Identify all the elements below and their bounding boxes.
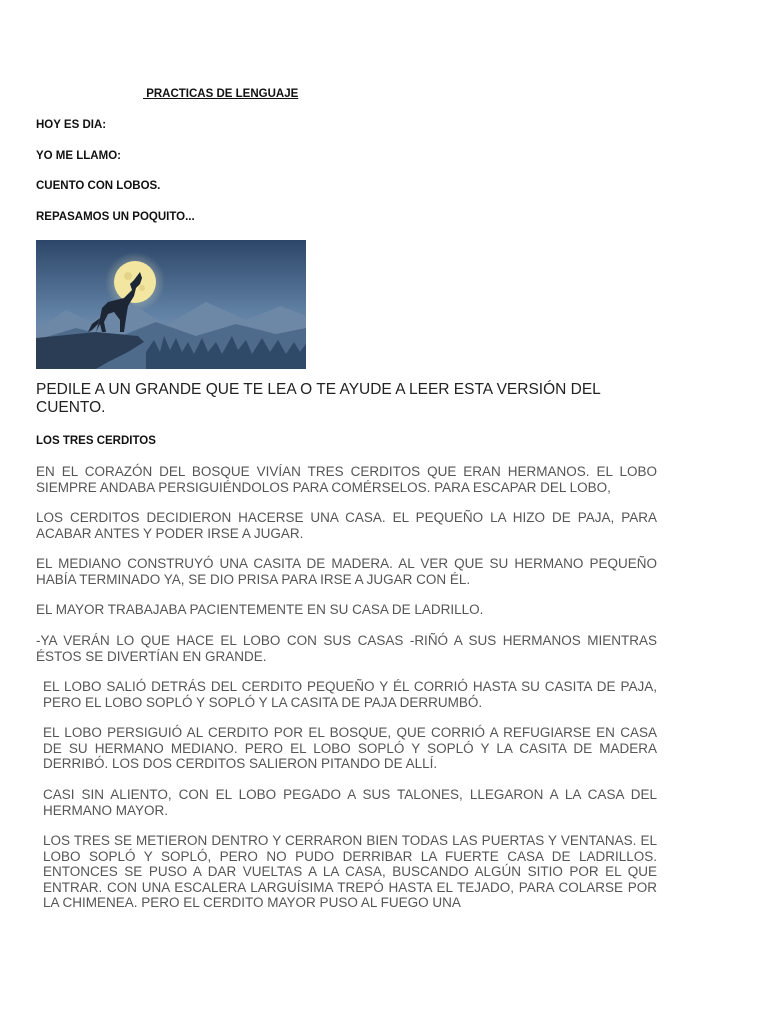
review-label: REPASAMOS UN POQUITO...	[36, 211, 195, 223]
story-paragraph: CASI SIN ALIENTO, CON EL LOBO PEGADO A SUS TALONES, LLEGARON A LA CASA DEL HERMANO MAYOR.	[43, 787, 657, 818]
story-paragraph: -YA VERÁN LO QUE HACE EL LOBO CON SUS CASAS -RIÑÓ A SUS HERMANOS MIENTRAS ÉSTOS SE DIVERTÍAN EN GRANDE.	[36, 633, 657, 664]
story-paragraph: EL LOBO SALIÓ DETRÁS DEL CERDITO PEQUEÑO Y ÉL CORRIÓ HASTA SU CASITA DE PAJA, PERO EL LOBO SOPLÓ Y SOPLÓ Y LA CASITA DE PAJA DERRUMBÓ.	[43, 679, 657, 710]
intro-instruction: PEDILE A UN GRANDE QUE TE LEA O TE AYUDE A LEER ESTA VERSIÓN DEL CUENTO.	[36, 381, 601, 416]
wolf-howling-moon-icon	[36, 240, 306, 369]
page-title: PRACTICAS DE LENGUAJE	[143, 88, 299, 100]
story-paragraph: EL LOBO PERSIGUIÓ AL CERDITO POR EL BOSQUE, QUE CORRIÓ A REFUGIARSE EN CASA DE SU HERMANO MEDIANO. PERO EL LOBO SOPLÓ Y SOPLÓ Y LA CASITA DE MADERA DERRIBÓ. LOS DOS CERDITOS SALIERON PITANDO DE ALLÍ.	[43, 725, 657, 771]
story-title: LOS TRES CERDITOS	[36, 435, 156, 447]
story-paragraph: EN EL CORAZÓN DEL BOSQUE VIVÍAN TRES CERDITOS QUE ERAN HERMANOS. EL LOBO SIEMPRE ANDABA PERSIGUIÉNDOLOS PARA COMÉRSELOS. PARA ESCAPAR DEL LOBO,	[36, 464, 657, 495]
story-paragraph: EL MEDIANO CONSTRUYÓ UNA CASITA DE MADERA. AL VER QUE SU HERMANO PEQUEÑO HABÍA TERMINADO YA, SE DIO PRISA PARA IRSE A JUGAR CON ÉL.	[36, 556, 657, 587]
story-paragraph: LOS TRES SE METIERON DENTRO Y CERRARON BIEN TODAS LAS PUERTAS Y VENTANAS. EL LOBO SOPLÓ Y SOPLÓ, PERO NO PUDO DERRIBAR LA FUERTE CASA DE LADRILLOS. ENTONCES SE PUSO A DAR VUELTAS A LA CASA, BUSCANDO ALGÚN SITIO POR EL QUE ENTRAR. CON UNA ESCALERA LARGUÍSIMA TREPÓ HASTA EL TEJADO, PARA COLARSE POR LA CHIMENEA. PERO EL CERDITO MAYOR PUSO AL FUEGO UNA	[43, 833, 657, 910]
today-label: HOY ES DIA:	[36, 119, 107, 131]
story-paragraph: EL MAYOR TRABAJABA PACIENTEMENTE EN SU CASA DE LADRILLO.	[36, 602, 484, 617]
name-label: YO ME LLAMO:	[36, 150, 121, 162]
story-paragraph: LOS CERDITOS DECIDIERON HACERSE UNA CASA. EL PEQUEÑO LA HIZO DE PAJA, PARA ACABAR ANTES Y PODER IRSE A JUGAR.	[36, 510, 657, 541]
topic-label: CUENTO CON LOBOS.	[36, 180, 161, 192]
